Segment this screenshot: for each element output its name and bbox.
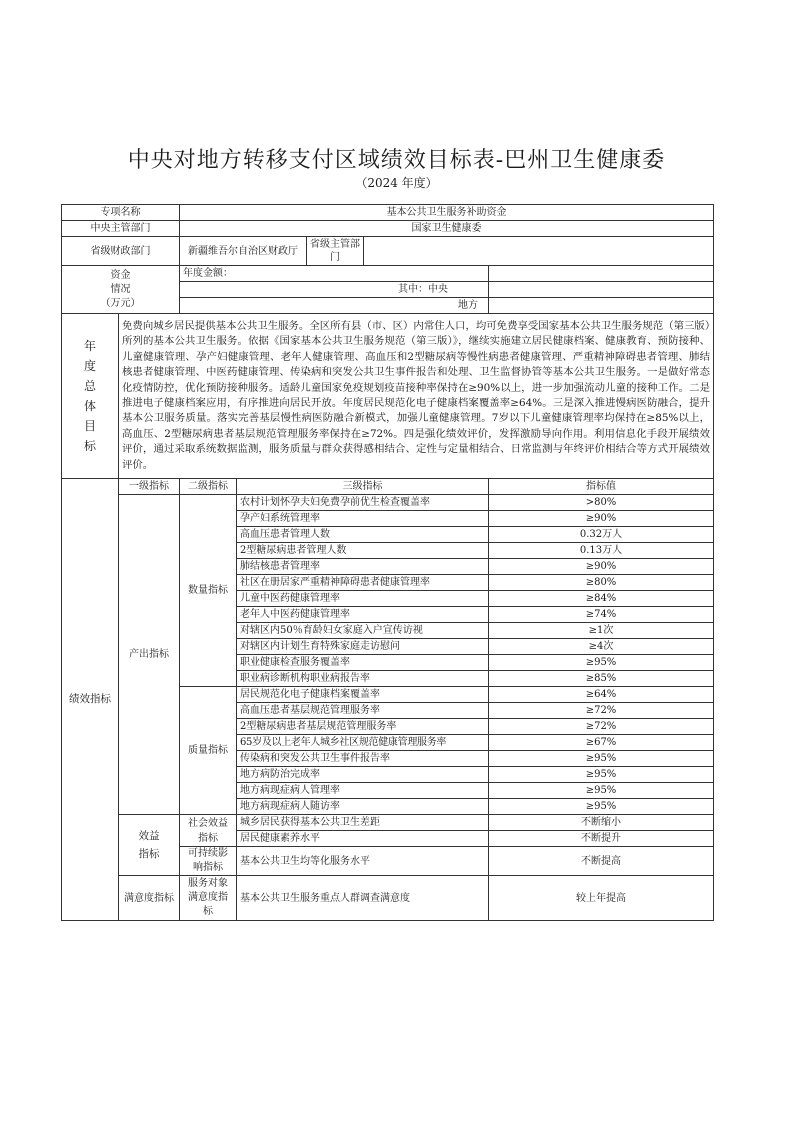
central-dept-label: 中央主管部门 [62, 221, 180, 237]
indicator-value: 较上年提高 [489, 876, 714, 921]
central-dept-value: 国家卫生健康委 [180, 221, 714, 237]
perf-col3: 三级指标 [237, 479, 489, 495]
prov-dept-label: 省级主管部门 [307, 237, 364, 265]
indicator-name: 高血压患者基层规范管理服务率 [237, 703, 489, 719]
indicator-name: 农村计划怀孕夫妇免费孕前优生检查覆盖率 [237, 495, 489, 511]
indicator-value: ≥95% [489, 783, 714, 799]
indicator-value: 不断缩小 [489, 815, 714, 831]
indicator-name: 基本公共卫生服务重点人群调查满意度 [237, 876, 489, 921]
sustain-label: 可持续影响指标 [188, 848, 228, 873]
page-subtitle-year: （2024 年度） [355, 176, 438, 190]
indicator-name: 职业病诊断机构职业病报告率 [237, 671, 489, 687]
social-label-cell [180, 815, 237, 847]
quality-label: 质量指标 [180, 687, 237, 815]
social-label: 社会效益指标 [188, 817, 228, 844]
prov-finance-label: 省级财政部门 [62, 237, 180, 266]
indicator-value: ≥80% [489, 575, 714, 591]
indicator-value: >80% [489, 495, 714, 511]
performance-table [61, 204, 714, 921]
indicator-name: 居民规范化电子健康档案覆盖率 [237, 687, 489, 703]
perf-col4: 指标值 [489, 479, 714, 495]
indicator-name: 社区在册居家严重精神障碍患者健康管理率 [237, 575, 489, 591]
funds-annual-row [62, 266, 714, 282]
funds-local-label: 地方 [180, 298, 489, 314]
page-title: 中央对地方转移支付区域绩效目标表-巴州卫生健康委 [127, 148, 666, 173]
goal-row [62, 314, 714, 479]
indicator-value: ≥67% [489, 735, 714, 751]
perf-col2: 二级指标 [180, 479, 237, 495]
goal-label: 年度总体目标 [83, 339, 96, 453]
indicator-value: ≥72% [489, 703, 714, 719]
indicator-value: ≥4次 [489, 639, 714, 655]
benefit-label: 效益指标 [138, 830, 160, 860]
indicator-value: ≥95% [489, 655, 714, 671]
sustain-label-cell [180, 847, 237, 876]
funds-annual-value [489, 266, 714, 282]
service-label-cell [180, 876, 237, 921]
indicator-name: 对辖区内50％育龄妇女家庭入户宣传访视 [237, 623, 489, 639]
indicator-name: 对辖区内计划生育特殊家庭走访慰问 [237, 639, 489, 655]
funds-annual-label: 年度金额： [180, 266, 489, 282]
indicator-name: 儿童中医药健康管理率 [237, 591, 489, 607]
indicator-value: ≥74% [489, 607, 714, 623]
indicator-value: ≥90% [489, 559, 714, 575]
prov-finance-value: 新疆维吾尔自治区财政厅 [180, 237, 307, 265]
indicator-name: 地方病现症病人随访率 [237, 799, 489, 815]
table-row [62, 815, 714, 831]
program-label: 专项名称 [62, 205, 180, 221]
indicator-name: 65岁及以上老年人城乡社区规范健康管理服务率 [237, 735, 489, 751]
indicator-value: ≥84% [489, 591, 714, 607]
funds-central-label: 其中：中央 [180, 282, 489, 298]
output-label: 产出指标 [119, 495, 180, 815]
indicator-name: 职业健康检查服务覆盖率 [237, 655, 489, 671]
table-row [62, 495, 714, 511]
goal-label-cell [62, 314, 119, 479]
indicator-name: 地方病现症病人管理率 [237, 783, 489, 799]
quantity-label: 数量指标 [180, 495, 237, 687]
indicator-value: 不断提升 [489, 831, 714, 847]
program-value: 基本公共卫生服务补助资金 [180, 205, 714, 221]
program-row [62, 205, 714, 221]
indicator-value: 0.32万人 [489, 527, 714, 543]
indicator-value: ≥90% [489, 511, 714, 527]
indicator-value: ≥64% [489, 687, 714, 703]
indicator-value: ≥95% [489, 751, 714, 767]
perf-col1: 一级指标 [119, 479, 180, 495]
funds-label: 资金 情况 （万元） [62, 266, 180, 314]
indicator-name: 地方病防治完成率 [237, 767, 489, 783]
indicator-name: 2型糖尿病患者基层规范管理服务率 [237, 719, 489, 735]
table-row [62, 876, 714, 921]
indicator-name: 肺结核患者管理率 [237, 559, 489, 575]
indicator-value: ≥1次 [489, 623, 714, 639]
indicator-name: 居民健康素养水平 [237, 831, 489, 847]
perf-header-row [62, 479, 714, 495]
indicator-value: 0.13万人 [489, 543, 714, 559]
indicator-name: 基本公共卫生均等化服务水平 [237, 847, 489, 876]
goal-text: 免费向城乡居民提供基本公共卫生服务。全区所有县（市、区）内常住人口，均可免费享受国家基本公共卫生服务规范（第三版）所列的基本公共卫生服务。依据《国家基本公共卫生服务规范（第三版）》，继续实施建立居民健康档案、健康教育、预防接种、儿童健康管理、孕产妇健康管理、老年人健康管理、高血压和2型糖尿病等慢性病患者健康管理、严重精神障碍患者管理、肺结核患者健康管理、中医药健康管理、传染病和突发公共卫生事件报告和处理、卫生监督协管等基本公共卫生服务。一是做好常态化疫情防控，优化预防接种服务。适龄儿童国家免疫规划疫苗接种率保持在≥90%以上，进一步加强流动儿童的接种工作。二是推进电子健康档案应用，有序推进向居民开放。年度居民规范化电子健康档案覆盖率≥64%。三是深入推进慢病医防融合，提升基本公卫服务质量。落实完善基层慢性病医防融合新模式，加强儿童健康管理。7岁以下儿童健康管理率均保持在≥85%以上，高血压、2型糖尿病患者基层规范管理服务率保持在≥72%。四是强化绩效评价，发挥激励导向作用。利用信息化手段开展绩效评价，通过采取系统数据监测，服务质量与群众获得感相结合、定性与定量相结合、日常监测与年终评价相结合等方式开展绩效评价。 [119, 314, 714, 479]
funds-central-value [489, 282, 714, 298]
indicator-name: 老年人中医药健康管理率 [237, 607, 489, 623]
indicator-name: 传染病和突发公共卫生事件报告率 [237, 751, 489, 767]
indicator-name: 城乡居民获得基本公共卫生差距 [237, 815, 489, 831]
perf-label: 绩效指标 [62, 479, 119, 921]
indicator-value: ≥72% [489, 719, 714, 735]
service-label: 服务对象满意度指标 [188, 878, 228, 917]
indicator-value: ≥95% [489, 767, 714, 783]
satisfaction-label: 满意度指标 [119, 876, 180, 921]
indicator-value: ≥85% [489, 671, 714, 687]
indicator-name: 高血压患者管理人数 [237, 527, 489, 543]
indicator-name: 2型糖尿病患者管理人数 [237, 543, 489, 559]
indicator-name: 孕产妇系统管理率 [237, 511, 489, 527]
central-dept-row [62, 221, 714, 237]
benefit-label-cell [119, 815, 180, 876]
prov-dept-row [62, 237, 714, 266]
funds-local-value [489, 298, 714, 314]
indicator-value: 不断提高 [489, 847, 714, 876]
indicator-value: ≥95% [489, 799, 714, 815]
